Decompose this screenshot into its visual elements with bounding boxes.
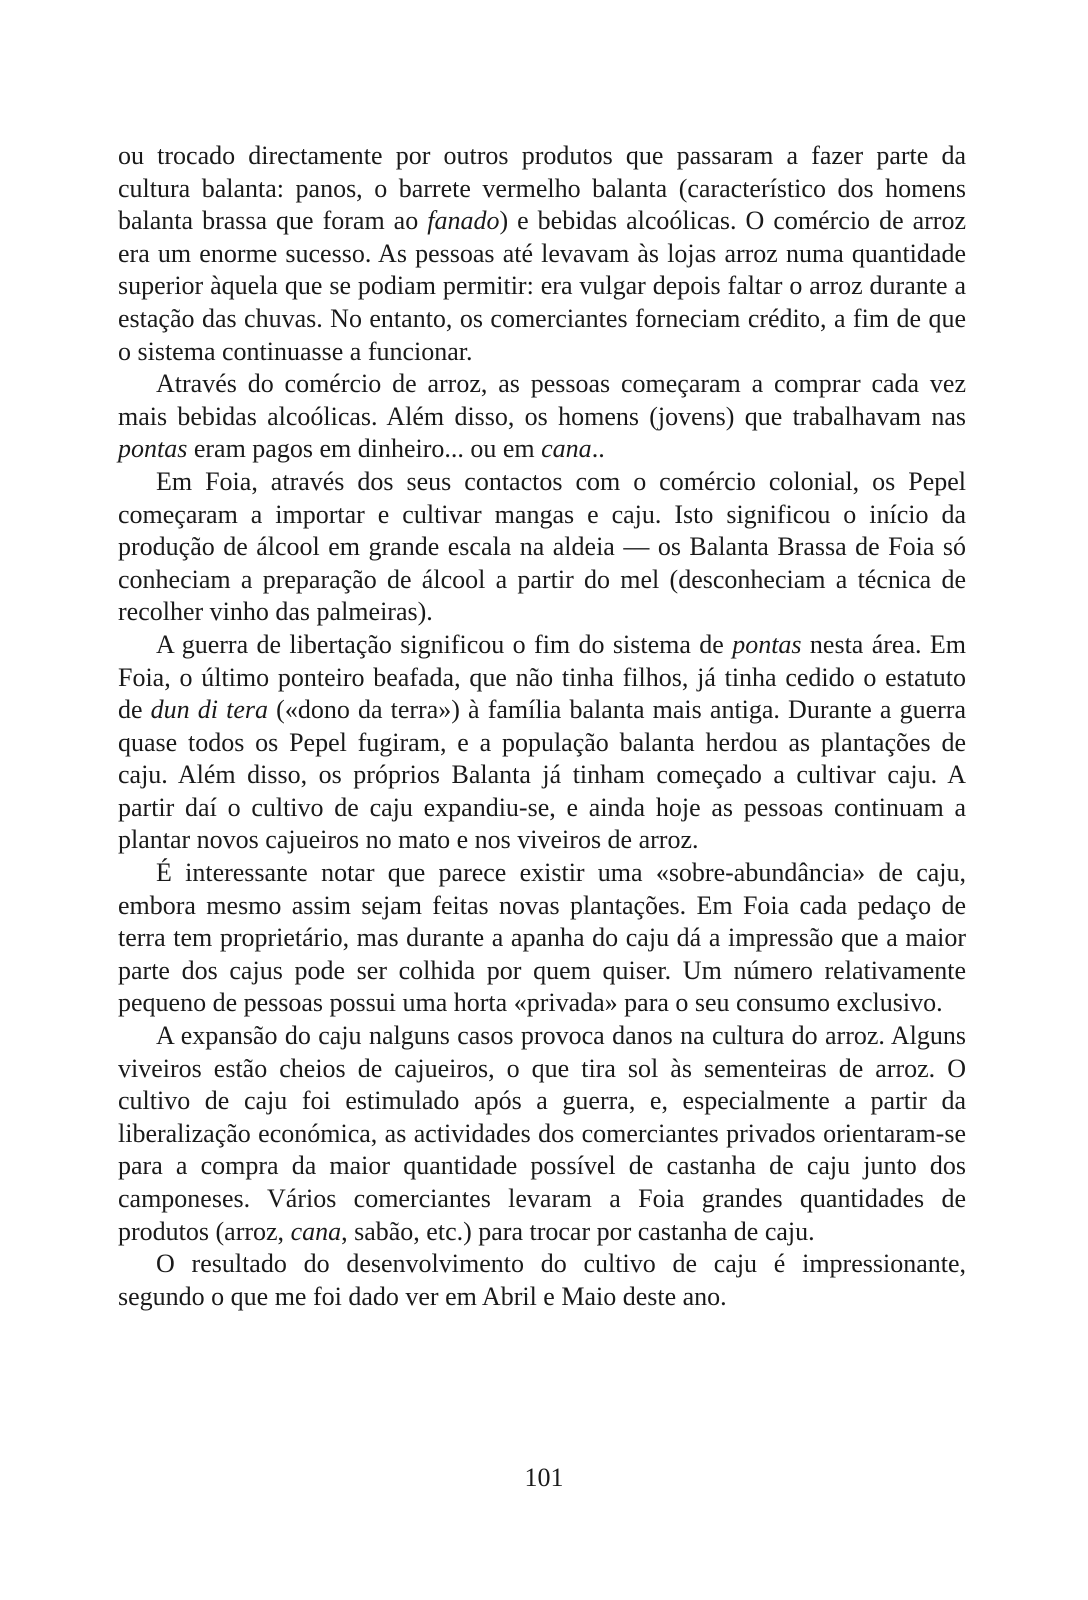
page-number: 101 xyxy=(524,1463,564,1492)
page-body xyxy=(118,140,966,1313)
italic-term-pontas: pontas xyxy=(732,629,802,659)
paragraph-6: A expansão do caju nalguns casos provoca danos na cultura do arroz. Alguns viveiros estão cheios de cajueiros, o que tira sol às sementeiras de arroz. O cultivo de caju foi estimulado após a guerra, e, especialmente a partir da liberalização económica, as actividades dos comerciantes privados orientaram-se para a compra da maior quantidade possível de castanha de caju junto dos camponeses. Vários comerciantes levaram a Foia grandes quantidades de produtos (arroz, cana, sabão, etc.) para trocar por castanha de caju. xyxy=(118,1021,966,1246)
italic-term-fanado: fanado xyxy=(427,206,500,236)
italic-term-cana: cana xyxy=(290,1216,342,1246)
paragraph-2: Através do comércio de arroz, as pessoas começaram a comprar cada vez mais bebidas alcoólicas. Além disso, os homens (jovens) que trabalhavam nas pontas eram pagos em dinheiro... ou em cana.. xyxy=(118,369,966,464)
italic-term-dun-di-tera: dun di tera xyxy=(150,695,269,725)
italic-term-pontas: pontas xyxy=(118,434,188,464)
paragraph-3: Em Foia, através dos seus contactos com o comércio colonial, os Pepel começaram a importar e cultivar mangas e caju. Isto significou o início da produção de álcool em grande escala na aldeia — os Balanta Brassa de Foia só conheciam a preparação de álcool a partir do mel (desconheciam a técnica de recolher vinho das palmeiras). xyxy=(118,466,966,627)
paragraph-7: O resultado do desenvolvimento do cultivo de caju é impressionante, segundo o que me foi dado ver em Abril e Maio deste ano. xyxy=(118,1249,966,1311)
paragraph-5: É interessante notar que parece existir uma «sobre-abundância» de caju, embora mesmo assim sejam feitas novas plantações. Em Foia cada pedaço de terra tem proprietário, mas durante a apanha do caju dá a impressão que a maior parte dos cajus pode ser colhida por quem quiser. Um número relativamente pequeno de pessoas possui uma horta «privada» para o seu consumo exclusivo. xyxy=(118,858,966,1018)
paragraph-4: A guerra de libertação significou o fim do sistema de pontas nesta área. Em Foia, o último ponteiro beafada, que não tinha filhos, já tinha cedido o estatuto de dun di tera («dono da terra») à família balanta mais antiga. Durante a guerra quase todos os Pepel fugiram, e a população balanta herdou as plantações de caju. Além disso, os próprios Balanta já tinham começado a cultivar caju. A partir daí o cultivo de caju expandiu-se, e ainda hoje as pessoas continuam a plantar novos cajueiros no mato e nos viveiros de arroz. xyxy=(118,629,966,855)
italic-term-cana: cana xyxy=(541,434,592,464)
paragraph-1: ou trocado directamente por outros produtos que passaram a fazer parte da cultura balanta: panos, o barrete vermelho balanta (característico dos homens balanta brassa que foram ao fanado) e bebidas alcoólicas. O comércio de arroz era um enorme sucesso. As pessoas até levavam às lojas arroz numa quantidade superior àquela que se podiam permitir: era vulgar depois faltar o arroz durante a estação das chuvas. No entanto, os comerciantes forneciam crédito, a fim de que o sistema continuasse a funcionar. xyxy=(118,141,967,366)
